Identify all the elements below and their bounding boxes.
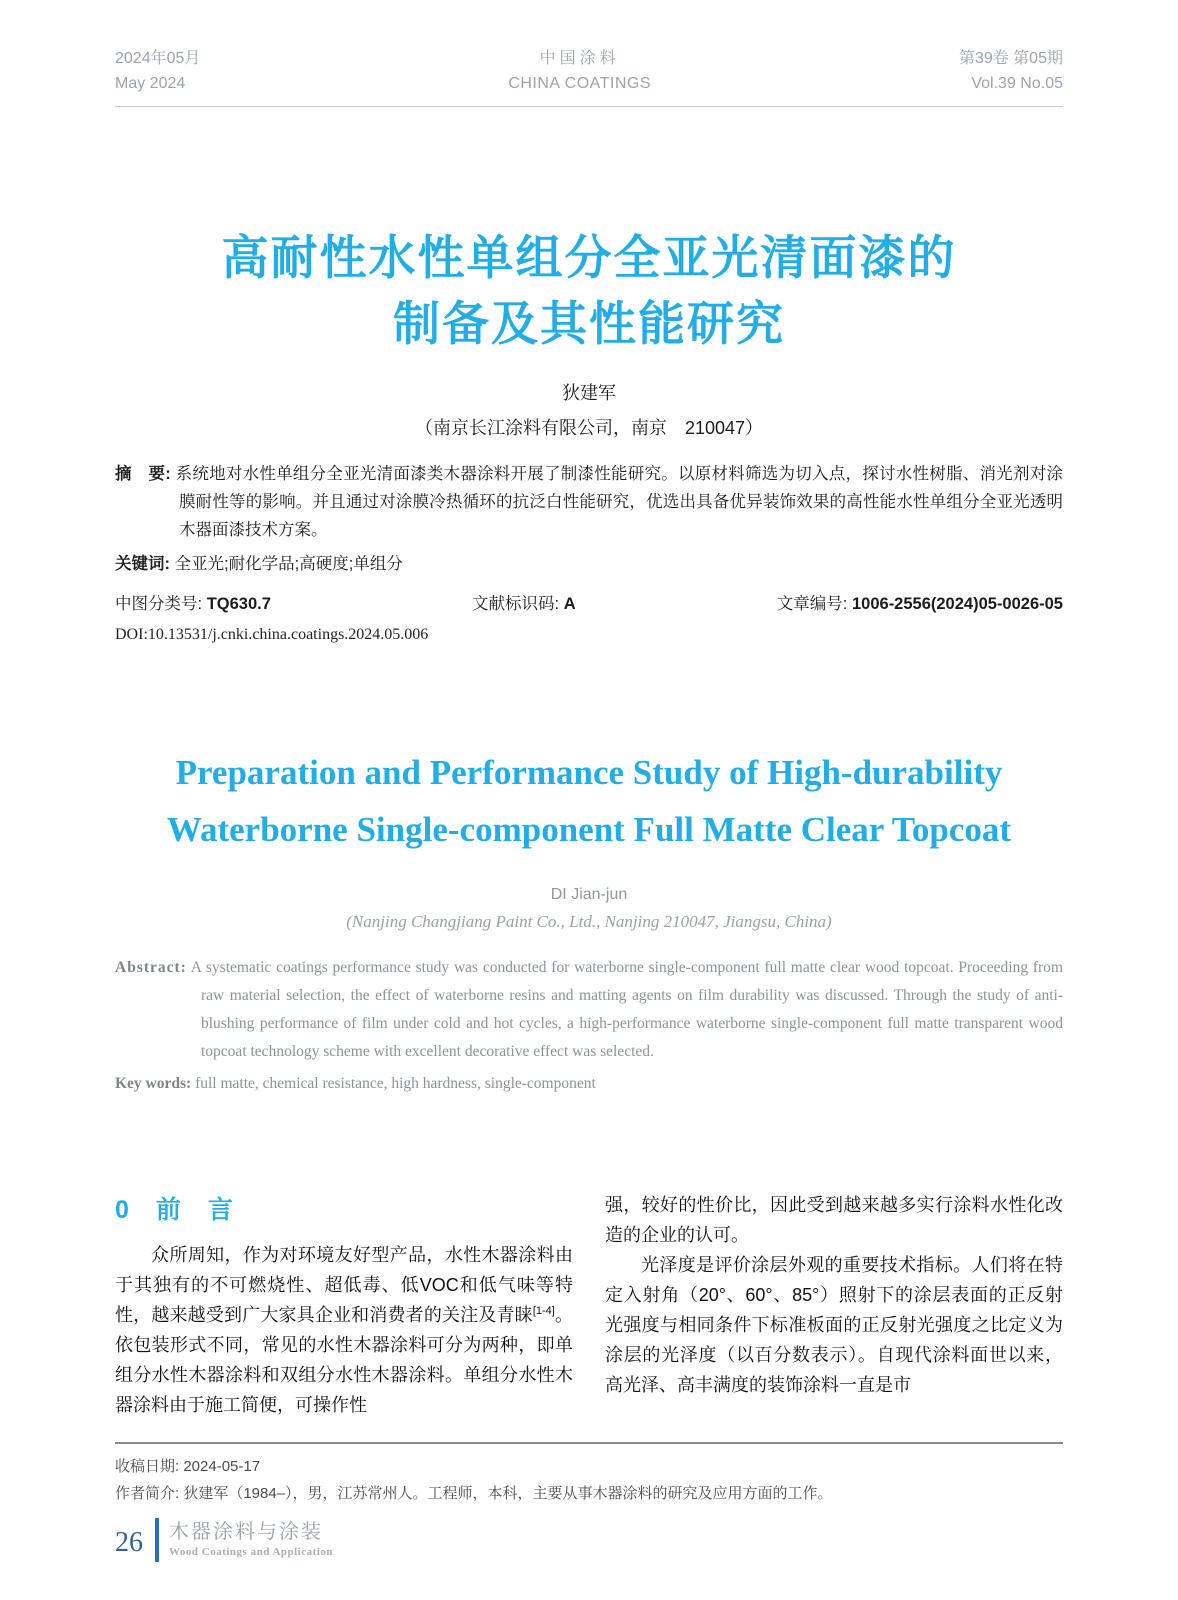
body-paragraph-1-continued: 。依包装形式不同，常见的水性木器涂料可分为两种，即单组分水性木器涂料和双组分水性木器涂料。单组分水性木器涂料由于施工简便，可操作性 [115,1305,574,1415]
author-en: DI Jian-jun [550,886,628,903]
abstract-cn-label: 摘 要: [115,465,171,483]
author-biography: 作者简介: 狄建军（1984–），男，江苏常州人。工程师，本科，主要从事木器涂料的研究及应用方面的工作。 [115,1485,833,1502]
footer-divider-bar [155,1518,159,1562]
doi: DOI:10.13531/j.cnki.china.coatings.2024.05.006 [115,626,429,643]
abstract-cn [115,460,1063,544]
keywords-en [115,1070,1063,1098]
affiliation-cn: （南京长江涂料有限公司，南京 210047） [414,418,764,438]
page-footer [115,1518,333,1562]
article-title-en-line2: Waterborne Single-component Full Matte Clear Topcoat [166,810,1012,849]
received-date: 收稿日期: 2024-05-17 [115,1458,261,1475]
article-id [777,590,1063,618]
clc-value: TQ630.7 [206,595,271,613]
abstract-en [115,954,1063,1066]
document-code [472,590,576,618]
author-cn: 狄建军 [562,383,616,403]
keywords-cn [115,550,1063,578]
footer-section-name [169,1520,333,1560]
header-issue-date [115,46,200,96]
body-column-right [605,1190,1063,1420]
header-journal-name [508,46,651,96]
article-title-cn [115,225,1063,357]
keywords-en-text: full matte, chemical resistance, high hardness, single-component [195,1075,596,1092]
header-journal-cn: 中国涂料 [539,50,620,67]
affiliation-en: (Nanjing Changjiang Paint Co., Ltd., Nanjing 210047, Jiangsu, China) [346,912,832,931]
abstract-en-label: Abstract: [115,959,187,976]
clc-number [115,590,271,618]
article-id-value: 1006-2556(2024)05-0026-05 [851,595,1063,613]
header-date-cn: 2024年05月 [115,50,201,67]
header-volume-issue [959,46,1063,96]
abstract-en-text: A systematic coatings performance study was conducted for waterborne single-component full matte clear wood topcoat. Proceeding from raw material selection, the effect of waterborne resins and matting agents on film durability was discussed. Through the study of anti-blushing performance of film under cold and hot cycles, a high-performance waterborne single-component full matte transparent wood topcoat technology scheme with excellent decorative effect was selected. [190,959,1063,1060]
header-volume-cn: 第39卷 第05期 [958,50,1063,67]
body-paragraph-2: 光泽度是评价涂层外观的重要技术指标。人们将在特定入射角（20°、60°、85°）照射下的涂层表面的正反射光强度与相同条件下标准板面的正反射光强度之比定义为涂层的光泽度（以百分数表示）。自现代涂料面世以来，高光泽、高丰满度的装饰涂料一直是市 [605,1255,1063,1395]
body-columns [115,1190,1063,1420]
article-title-cn-line2: 制备及其性能研究 [393,297,785,350]
keywords-cn-label: 关键词: [115,555,170,573]
keywords-cn-text: 全亚光;耐化学品;高硬度;单组分 [174,555,403,573]
body-column-left [115,1190,573,1420]
document-code-value: A [563,595,576,613]
body-paragraph-1-text: 众所周知，作为对环境友好型产品，水性木器涂料由于其独有的不可燃烧性、超低毒、低VOC和低气味等特性，越来越受到广大家具企业和消费者的关注及青睐 [115,1245,573,1325]
abstract-cn-text: 系统地对水性单组分全亚光清面漆类木器涂料开展了制漆性能研究。以原材料筛选为切入点，探讨水性树脂、消光剂对涂膜耐性等的影响。并且通过对涂膜冷热循环的抗泛白性能研究，优选出具备优异装饰效果的高性能水性单组分全亚光透明木器面漆技术方案。 [175,465,1064,539]
document-code-label: 文献标识码: [472,595,560,613]
first-page-footnote [115,1442,1063,1507]
article-title-en [115,744,1063,858]
article-title-en-line1: Preparation and Performance Study of High-durability [175,753,1003,792]
keywords-en-label: Key words: [115,1075,192,1092]
header-date-en: May 2024 [115,75,186,92]
footer-section-cn: 木器涂料与涂装 [169,1521,323,1543]
article-title-cn-line1: 高耐性水性单组分全亚光清面漆的 [221,231,957,284]
header-volume-en: Vol.39 No.05 [971,75,1063,92]
clc-label: 中图分类号: [115,595,203,613]
section-0-heading: 0 前 言 [115,1196,234,1224]
journal-running-head [115,0,1063,107]
body-paragraph-1-overflow: 强，较好的性价比，因此受到越来越多实行涂料水性化改造的企业的认可。 [605,1195,1063,1245]
body-paragraph-1 [115,1240,573,1420]
classification-row [115,590,1063,618]
citation-ref-1-4: [1-4] [532,1305,555,1317]
footer-section-en: Wood Coatings and Application [169,1546,333,1558]
page-number: 26 [115,1527,143,1558]
header-journal-en: CHINA COATINGS [508,75,652,92]
article-id-label: 文章编号: [776,595,848,613]
